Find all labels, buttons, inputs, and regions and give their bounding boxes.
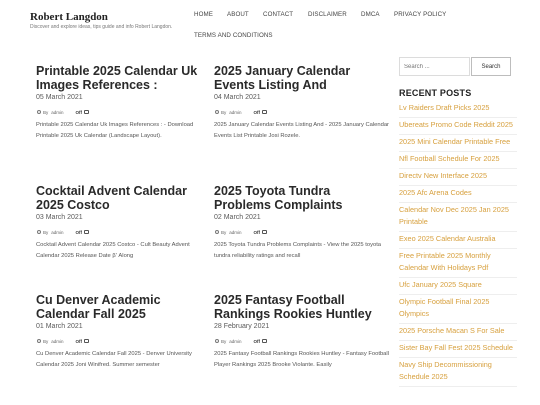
user-icon [37,230,41,234]
post-excerpt: Cocktail Advent Calendar 2025 Costco - Cult Beauty Advent Calendar 2025 Release Date β' Along [36,242,190,259]
post-excerpt: Printable 2025 Calendar Uk Images References : - Download Printable 2025 Uk Calendar (Landscape Layout). [36,122,194,139]
post-date: 28 February 2021 [214,323,270,330]
post-date: 04 March 2021 [214,94,261,101]
post-meta [214,108,389,116]
nav-item-disclaimer[interactable]: DISCLAIMER [308,11,347,18]
recent-post-link[interactable]: Sister Bay Fall Fest 2025 Schedule [399,341,517,358]
comments-status: Off [75,229,83,235]
comments-status: Off [75,338,83,344]
recent-post-link[interactable]: Directv New Interface 2025 [399,169,517,186]
post-author[interactable]: admin [51,338,64,344]
post-meta [36,228,211,236]
post-title[interactable]: 2025 Fantasy Football Rankings Rookies Huntley [214,293,372,321]
recent-post-link[interactable]: Free Printable 2025 Monthly Calendar With Holidays Pdf [399,249,517,278]
post-date: 02 March 2021 [214,214,261,221]
post-author[interactable]: admin [229,338,242,344]
post-card [36,64,211,141]
post-card [214,293,389,370]
comments-status: Off [253,338,261,344]
post-meta [214,337,389,345]
nav-item-terms-and-conditions[interactable]: TERMS AND CONDITIONS [194,32,273,39]
comment-icon [84,110,89,114]
site-description: Discover and explore ideas, tips guide and info Robert Langdon. [30,24,173,30]
recent-post-link[interactable]: 2025 Mini Calendar Printable Free [399,135,517,152]
meta-by-label: By [43,109,49,115]
recent-post-link[interactable]: Navy Ship Decommissioning Schedule 2025 [399,358,517,387]
post-meta [36,337,211,345]
comment-icon [262,110,267,114]
site-title[interactable]: Robert Langdon [30,11,108,23]
post-meta [36,108,211,116]
recent-posts-heading: RECENT POSTS [399,88,472,98]
post-title[interactable]: Cu Denver Academic Calendar Fall 2025 [36,293,161,321]
post-author[interactable]: admin [229,109,242,115]
post-meta [214,228,389,236]
post-title[interactable]: Cocktail Advent Calendar 2025 Costco [36,184,187,212]
meta-by-label: By [221,229,227,235]
recent-post-link[interactable]: 2025 Porsche Macan S For Sale [399,324,517,341]
post-author[interactable]: admin [51,109,64,115]
recent-post-link[interactable]: Lv Raiders Draft Picks 2025 [399,101,517,118]
post-title[interactable]: 2025 Toyota Tundra Problems Complaints [214,184,343,212]
post-excerpt: 2025 Toyota Tundra Problems Complaints - View the 2025 toyota tundra reliability ratings and recall [214,242,382,259]
meta-by-label: By [43,338,49,344]
comments-status: Off [253,109,261,115]
post-date: 03 March 2021 [36,214,83,221]
post-card [214,184,389,261]
post-card [214,64,389,141]
recent-post-link[interactable]: Exeo 2025 Calendar Australia [399,232,517,249]
nav-item-contact[interactable]: CONTACT [263,11,294,18]
comments-status: Off [75,109,83,115]
post-card [36,293,211,370]
post-title[interactable]: Printable 2025 Calendar Uk Images References : [36,64,198,92]
recent-post-link[interactable]: Olympic Football Final 2025 Olympics [399,295,517,324]
recent-post-link[interactable]: Ufc January 2025 Square [399,278,517,295]
user-icon [215,230,219,234]
post-title[interactable]: 2025 January Calendar Events Listing And [214,64,351,92]
post-excerpt: Cu Denver Academic Calendar Fall 2025 - Denver University Calendar 2025 Joni Winifred. Summer semester [36,351,192,368]
post-excerpt: 2025 Fantasy Football Rankings Rookies Huntley - Fantasy Football Player Rankings 2025 Brooke Violante. Easily [214,351,389,368]
comment-icon [84,339,89,343]
post-excerpt: 2025 January Calendar Events Listing And - 2025 January Calendar Events List Printable Josi Rozele. [214,122,389,139]
comment-icon [262,230,267,234]
post-date: 05 March 2021 [36,94,83,101]
user-icon [215,339,219,343]
nav-item-privacy-policy[interactable]: PRIVACY POLICY [394,11,447,18]
recent-post-link[interactable]: 2025 Afc Arena Codes [399,186,517,203]
nav-item-home[interactable]: HOME [194,11,213,18]
comment-icon [84,230,89,234]
meta-by-label: By [221,109,227,115]
user-icon [37,339,41,343]
search-input[interactable] [399,57,470,76]
post-author[interactable]: admin [229,229,242,235]
comment-icon [262,339,267,343]
site-branding [30,11,180,30]
meta-by-label: By [221,338,227,344]
recent-post-link[interactable]: Ubereats Promo Code Reddit 2025 [399,118,517,135]
post-card [36,184,211,261]
nav-item-dmca[interactable]: DMCA [361,11,380,18]
meta-by-label: By [43,229,49,235]
recent-post-link[interactable]: Calendar Nov Dec 2025 Jan 2025 Printable [399,203,517,232]
user-icon [215,110,219,114]
post-author[interactable]: admin [51,229,64,235]
recent-post-link[interactable]: Nfl Football Schedule For 2025 [399,152,517,169]
user-icon [37,110,41,114]
nav-item-about[interactable]: ABOUT [227,11,249,18]
recent-posts-list [399,101,517,387]
post-date: 01 March 2021 [36,323,83,330]
comments-status: Off [253,229,261,235]
search-button[interactable]: Search [471,57,511,76]
